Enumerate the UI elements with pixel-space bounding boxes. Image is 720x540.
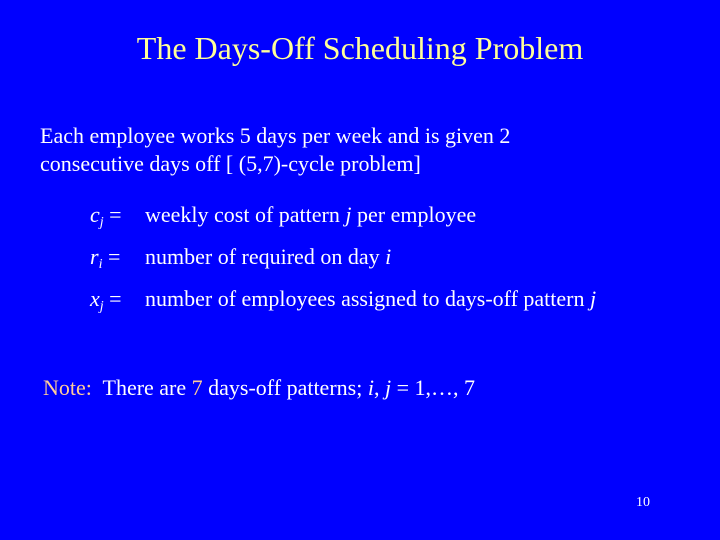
- note-label: Note:: [43, 375, 92, 400]
- slide-title: The Days-Off Scheduling Problem: [136, 30, 584, 66]
- intro-line-1: Each employee works 5 days per week and is given 2: [40, 123, 511, 148]
- pattern-count: 7: [191, 375, 203, 400]
- definition-cost: [90, 202, 700, 244]
- definition-symbol: $c_j$ =: [90, 202, 122, 230]
- definition-assigned: [90, 286, 700, 328]
- definition-symbol: $r_i$ =: [90, 244, 121, 272]
- definition-symbol: $x_j$ =: [90, 286, 122, 314]
- definition-required: [90, 244, 700, 286]
- note-line: Note: There are 7 days-off patterns; i, j = 1,…, 7: [43, 375, 475, 400]
- definitions-list: [90, 202, 700, 328]
- definition-text: weekly cost of pattern j per employee: [145, 202, 477, 227]
- page-number: 10: [636, 495, 650, 510]
- definition-text: number of required on day i: [145, 244, 392, 269]
- definition-text: number of employees assigned to days-off pattern j: [145, 286, 597, 311]
- intro-line-2: consecutive days off [ (5,7)-cycle problem]: [40, 151, 421, 176]
- intro-paragraph: [40, 122, 680, 178]
